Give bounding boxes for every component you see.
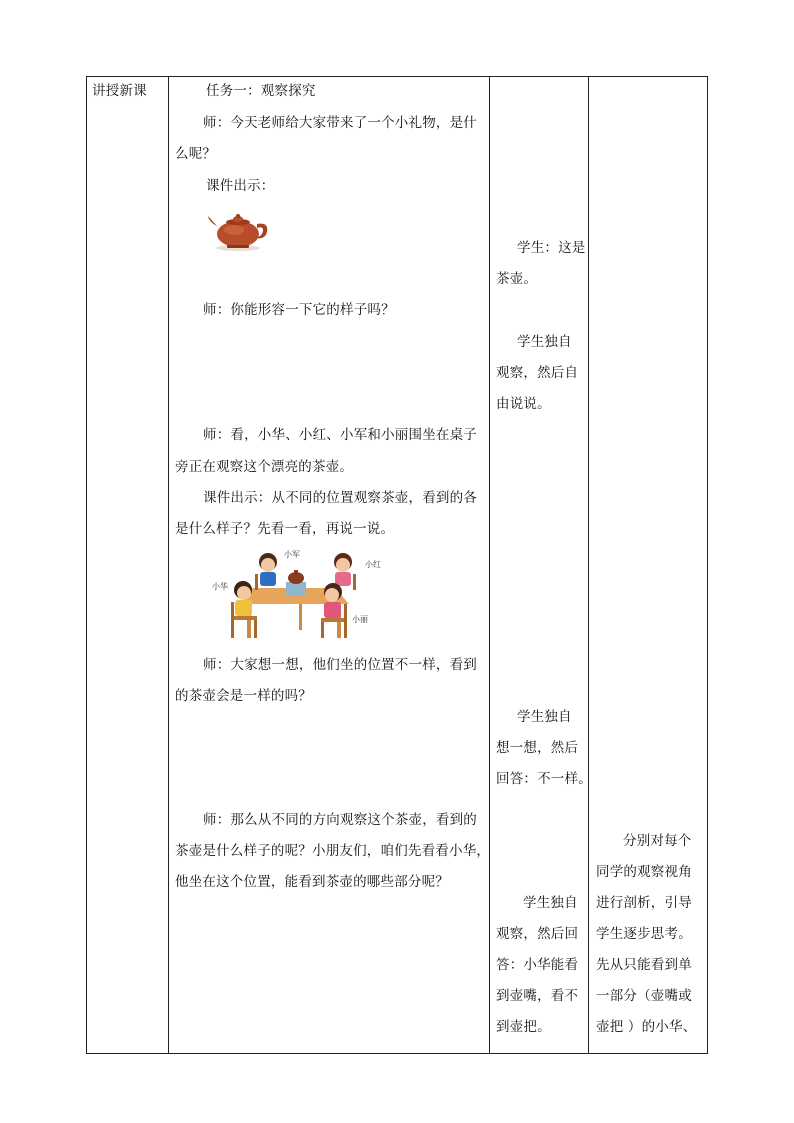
teacher-para-4-line-2: 是什么样子？先看一看，再说一说。 [175,521,395,537]
design-line-3: 进行剖析，引导 [596,895,692,911]
column-divider-1 [168,77,169,1053]
design-line-7: 壶把 ）的小华、 [596,1019,697,1035]
teacher-para-3-line-1: 师：看，小华、小红、小军和小丽围坐在桌子 [203,427,477,443]
student-4-line-3: 答：小华能看 [496,957,579,973]
children-around-table-illustration [203,546,383,642]
student-2-line-3: 由说说。 [496,396,551,412]
label-xiaohong: 小红 [365,560,381,569]
courseware-label: 课件出示： [206,178,275,194]
design-line-2: 同学的观察视角 [596,864,692,880]
teacher-para-1-line-1: 师：今天老师给大家带来了一个小礼物，是什 [203,115,477,131]
column-divider-2 [489,77,490,1053]
student-4-line-2: 观察，然后回 [496,926,579,942]
student-4-line-5: 到壶把。 [496,1019,551,1035]
design-line-4: 学生逐步思考。 [596,926,692,942]
teacher-para-5-line-1: 师：大家想一想，他们坐的位置不一样，看到 [203,657,477,673]
teacher-para-3-line-2: 旁正在观察这个漂亮的茶壶。 [175,459,354,475]
section-label: 讲授新课 [92,83,147,99]
teacher-para-2: 师：你能形容一下它的样子吗？ [203,302,395,318]
teacher-para-1-line-2: 么呢？ [175,146,217,162]
label-xiaoli: 小丽 [352,615,368,624]
student-1-line-1: 学生：这是 [517,240,586,256]
design-line-5: 先从只能看到单 [596,957,692,973]
student-4-line-1: 学生独自 [523,895,578,911]
student-2-line-1: 学生独自 [517,334,572,350]
student-2-line-2: 观察，然后自 [496,365,579,381]
teacher-para-4-line-1: 课件出示：从不同的位置观察茶壶，看到的各 [203,490,477,506]
student-1-line-2: 茶壶。 [496,271,538,287]
task-title: 任务一：观察探究 [206,83,316,99]
student-3-line-1: 学生独自 [517,709,572,725]
column-divider-3 [588,77,589,1053]
student-3-line-3: 回答：不一样。 [496,771,592,787]
design-line-1: 分别对每个 [623,833,692,849]
teacher-para-6-line-1: 师：那么从不同的方向观察这个茶壶，看到的 [203,812,477,828]
student-3-line-2: 想一想，然后 [496,740,579,756]
teacher-para-5-line-2: 的茶壶会是一样的吗？ [175,688,312,704]
teacher-para-6-line-3: 他坐在这个位置，能看到茶壶的哪些部分呢？ [175,874,449,890]
student-4-line-4: 到壶嘴，看不 [496,988,579,1004]
teacher-para-6-line-2: 茶壶是什么样子的呢？小朋友们，咱们先看看小华， [175,843,491,859]
label-xiaojun: 小军 [284,550,300,559]
label-xiaohua: 小华 [212,582,228,591]
design-line-6: 一部分（壶嘴或 [596,988,692,1004]
teapot-illustration [205,208,271,252]
